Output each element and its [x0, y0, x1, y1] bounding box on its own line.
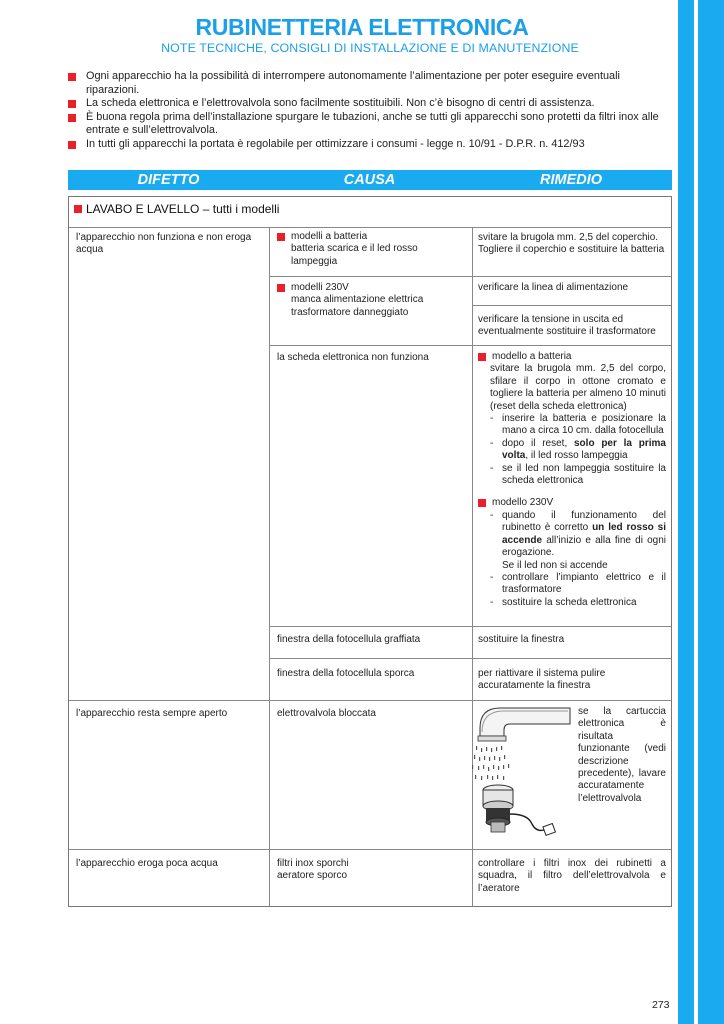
intro-item: In tutti gli apparecchi la portata è regolabile per ottimizzare i consumi - legge n. 10/91 - D.P.R. n. 412/93 — [68, 138, 674, 152]
cell-difetto: l’apparecchio eroga poca acqua — [76, 858, 218, 869]
red-square-bullet-icon — [74, 205, 82, 213]
cell-causa: filtri inox sporchi aeratore sporco — [277, 858, 349, 882]
cell-rimedio: modello a batteria svitare la brugola mm. 2,5 del corpo, sfilare il corpo in ottone cromato e togliere la batteria per almeno 10 minuti (reset della scheda elettronica) - inserire la batteria e posizionare la mano a circa 10 cm. dalla fotocellula - dopo il reset, solo per la prima volta, il led rosso lampeggia - se il led non lampeggia sostituire la scheda elettronica modello 230V - quando il funzionamento del rubinetto è corretto un led rosso si accende all’inizio e alla fine di ogni erogazione. Se il led non si accende - controllare l’impianto elettrico e il trasformatore - sostituire la scheda elettronica — [478, 351, 666, 609]
section-heading: LAVABO E LAVELLO – tutti i modelli — [74, 202, 279, 216]
page-number: 273 — [652, 999, 670, 1011]
red-square-bullet-icon — [478, 499, 486, 507]
row-divider — [69, 700, 671, 701]
cell-rimedio: se la cartuccia elettronica è risultata funzionante (vedi descrizione precedente), lavare accuratamente l’elettrovalvola — [578, 706, 666, 804]
cell-rimedio: verificare la tensione in uscita ed eventualmente sostituire il trasformatore — [478, 314, 656, 338]
row-divider — [69, 227, 671, 228]
cell-rimedio: controllare i filtri inox dei rubinetti a squadra, il filtro dell’elettrovalvola e l’aeratore — [478, 858, 666, 894]
red-square-bullet-icon — [68, 141, 76, 149]
decorative-side-stripes — [678, 0, 724, 1024]
intro-item: È buona regola prima dell’installazione spurgare le tubazioni, anche se tutti gli apparecchi sono protetti da filtri inox alle entrate e sull’elettrovalvola. — [68, 111, 674, 138]
cell-difetto: l’apparecchio non funziona e non eroga acqua — [76, 232, 252, 256]
cell-rimedio: verificare la linea di alimentazione — [478, 282, 629, 293]
cell-difetto: l’apparecchio resta sempre aperto — [76, 708, 228, 719]
column-header-rimedio: RIMEDIO — [539, 172, 603, 188]
cell-causa: modelli 230V manca alimentazione elettrica trasformatore danneggiato — [277, 282, 465, 319]
cell-rimedio: per riattivare il sistema pulire accuratamente la finestra — [478, 668, 606, 692]
column-header-difetto: DIFETTO — [137, 172, 200, 188]
red-square-bullet-icon — [68, 73, 76, 81]
cell-causa: la scheda elettronica non funziona — [277, 352, 429, 363]
red-square-bullet-icon — [277, 233, 285, 241]
red-square-bullet-icon — [68, 100, 76, 108]
red-square-bullet-icon — [68, 114, 76, 122]
red-square-bullet-icon — [277, 284, 285, 292]
row-divider — [473, 305, 671, 306]
cell-rimedio: sostituire la finestra — [478, 634, 565, 645]
cell-causa: elettrovalvola bloccata — [277, 708, 376, 719]
cell-rimedio: svitare la brugola mm. 2,5 del coperchio. Togliere il coperchio e sostituire la batteria — [478, 232, 665, 256]
cell-causa: modelli a batteria batteria scarica e il led rosso lampeggia — [277, 231, 465, 268]
intro-item: Ogni apparecchio ha la possibilità di interrompere autonomamente l’alimentazione per poter eseguire eventuali riparazioni. — [68, 70, 674, 97]
intro-notes — [68, 70, 674, 151]
row-divider — [270, 276, 671, 277]
row-divider — [270, 345, 671, 346]
column-header-causa: CAUSA — [343, 172, 396, 188]
cell-causa: finestra della fotocellula graffiata — [277, 634, 421, 645]
page-subtitle: NOTE TECNICHE, CONSIGLI DI INSTALLAZIONE E DI MANUTENZIONE — [161, 41, 579, 55]
faucet-solenoid-valve-illustration — [470, 702, 580, 848]
row-divider — [270, 658, 671, 659]
column-divider — [269, 227, 270, 906]
row-divider — [69, 849, 671, 850]
table-header — [68, 170, 672, 190]
page-title: RUBINETTERIA ELETTRONICA — [195, 14, 529, 40]
intro-item: La scheda elettronica e l’elettrovalvola sono facilmente sostituibili. Non c’è bisogno di centri di assistenza. — [68, 97, 674, 111]
row-divider — [270, 626, 671, 627]
red-square-bullet-icon — [478, 353, 486, 361]
cell-causa: finestra della fotocellula sporca — [277, 668, 415, 679]
